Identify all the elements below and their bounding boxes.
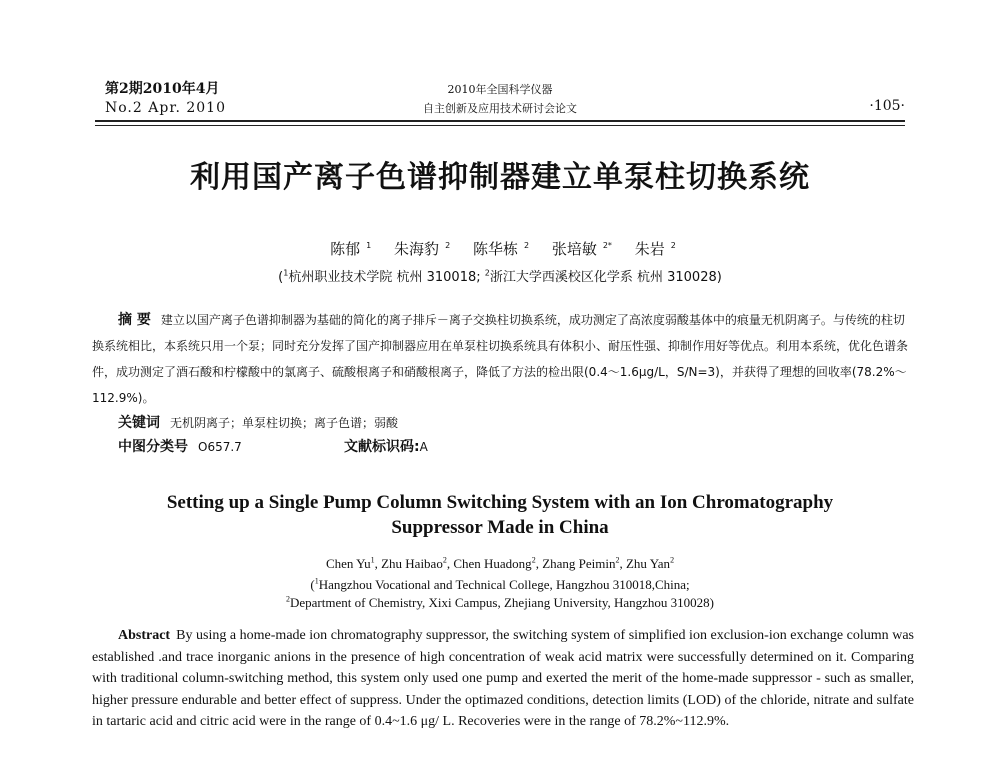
author-en: Zhang Peimin$^2$, — [542, 555, 626, 571]
author-cn: 张培敏 $^{2*}$ — [551, 240, 612, 258]
issue-en: No.2 Apr. 2010 — [105, 100, 226, 116]
paper-title-en: Setting up a Single Pump Column Switching System with an Ion Chromatography Suppressor Made in China — [166, 492, 834, 538]
author-cn: 陈华栋 $^2$ — [472, 240, 530, 258]
authors-cn — [0, 238, 1000, 259]
classification-label: 中图分类号 — [118, 439, 188, 455]
journal-issue — [105, 80, 226, 118]
abstract-en-label: Abstract — [118, 628, 171, 643]
header-rule-thick — [95, 120, 905, 122]
author-cn: 陈郁 $^1$ — [330, 240, 372, 258]
header-rule-thin — [95, 125, 905, 126]
abstract-en-text: By using a home-made ion chromatography suppressor, the switching system of simplified ion exclusion-ion exchange column was established .and trace inorganic anions in the presence of high concentration of weak acid matrix were successfully determined on it. Comparing with traditional column-switching method, this system only used one pump and exerted the merit of the home-made suppressor - such as smaller, higher pressure endurable and better effect of suppress. Under the optimazed conditions, detection limits (LOD) of the chloride, nitrate and sulfate in tartaric acid and citric acid were in the range of 0.4~1.6 μg/ L. Recoveries were in the range of 78.2%~112.9%. — [92, 628, 914, 729]
paper-title-cn: 利用国产离子色谱抑制器建立单泵柱切换系统 — [190, 160, 810, 195]
author-cn: 朱岩 $^2$ — [634, 240, 676, 258]
abstract-cn-text: 建立以国产离子色谱抑制器为基础的简化的离子排斥－离子交换柱切换系统，成功测定了高浓度弱酸基体中的痕量无机阴离子。与传统的柱切换系统相比，本系统只用一个泵；同时充分发挥了国产抑制器应用在单泵柱切换系统具有体积小、耐压性强、抑制作用好等优点。利用本系统，优化色谱条件，成功测定了酒石酸和柠檬酸中的氯离子、硫酸根离子和硝酸根离子，降低了方法的检出限(0.4～1.6μg/L，S/N=3)，并获得了理想的回收率(78.2%～112.9%)。 — [92, 313, 909, 405]
affiliation-en: ($^1$Hangzhou Vocational and Technical College, Hangzhou 310018,China; $^2$Department of Chemistry, Xixi Campus, Zhejiang University, Hangzhou 310028) — [286, 576, 714, 610]
conference-line-2: 自主创新及应用技术研讨会论文 — [423, 102, 577, 115]
conference-name — [360, 80, 640, 118]
author-en: Chen Yu$^1$, — [325, 555, 382, 571]
classification-cn — [118, 436, 618, 456]
keywords-cn-label: 关键词 — [118, 415, 160, 431]
abstract-en — [92, 625, 914, 733]
keywords-cn-text: 无机阴离子；单泵柱切换；离子色谱；弱酸 — [170, 416, 399, 430]
keywords-cn — [118, 412, 398, 432]
conference-line-1: 2010年全国科学仪器 — [447, 83, 553, 96]
author-en: Zhu Yan$^2$ — [625, 555, 675, 571]
page-number: ·105· — [869, 98, 905, 114]
classification-value: O657.7 — [198, 440, 242, 454]
author-en: Chen Huadong$^2$, — [453, 555, 543, 571]
abstract-cn-label: 摘 要 — [118, 312, 151, 328]
issue-cn: 第2期2010年4月 — [105, 81, 220, 97]
abstract-cn — [92, 307, 912, 411]
authors-en — [0, 556, 1000, 572]
document-code: 文献标识码:A — [344, 439, 428, 455]
affiliation-cn: ($^1$杭州职业技术学院 杭州 310018; $^2$浙江大学西溪校区化学系 杭州 310028) — [278, 268, 722, 285]
author-cn: 朱海豹 $^2$ — [394, 240, 451, 258]
author-en: Zhu Haibao$^2$, — [381, 555, 454, 571]
